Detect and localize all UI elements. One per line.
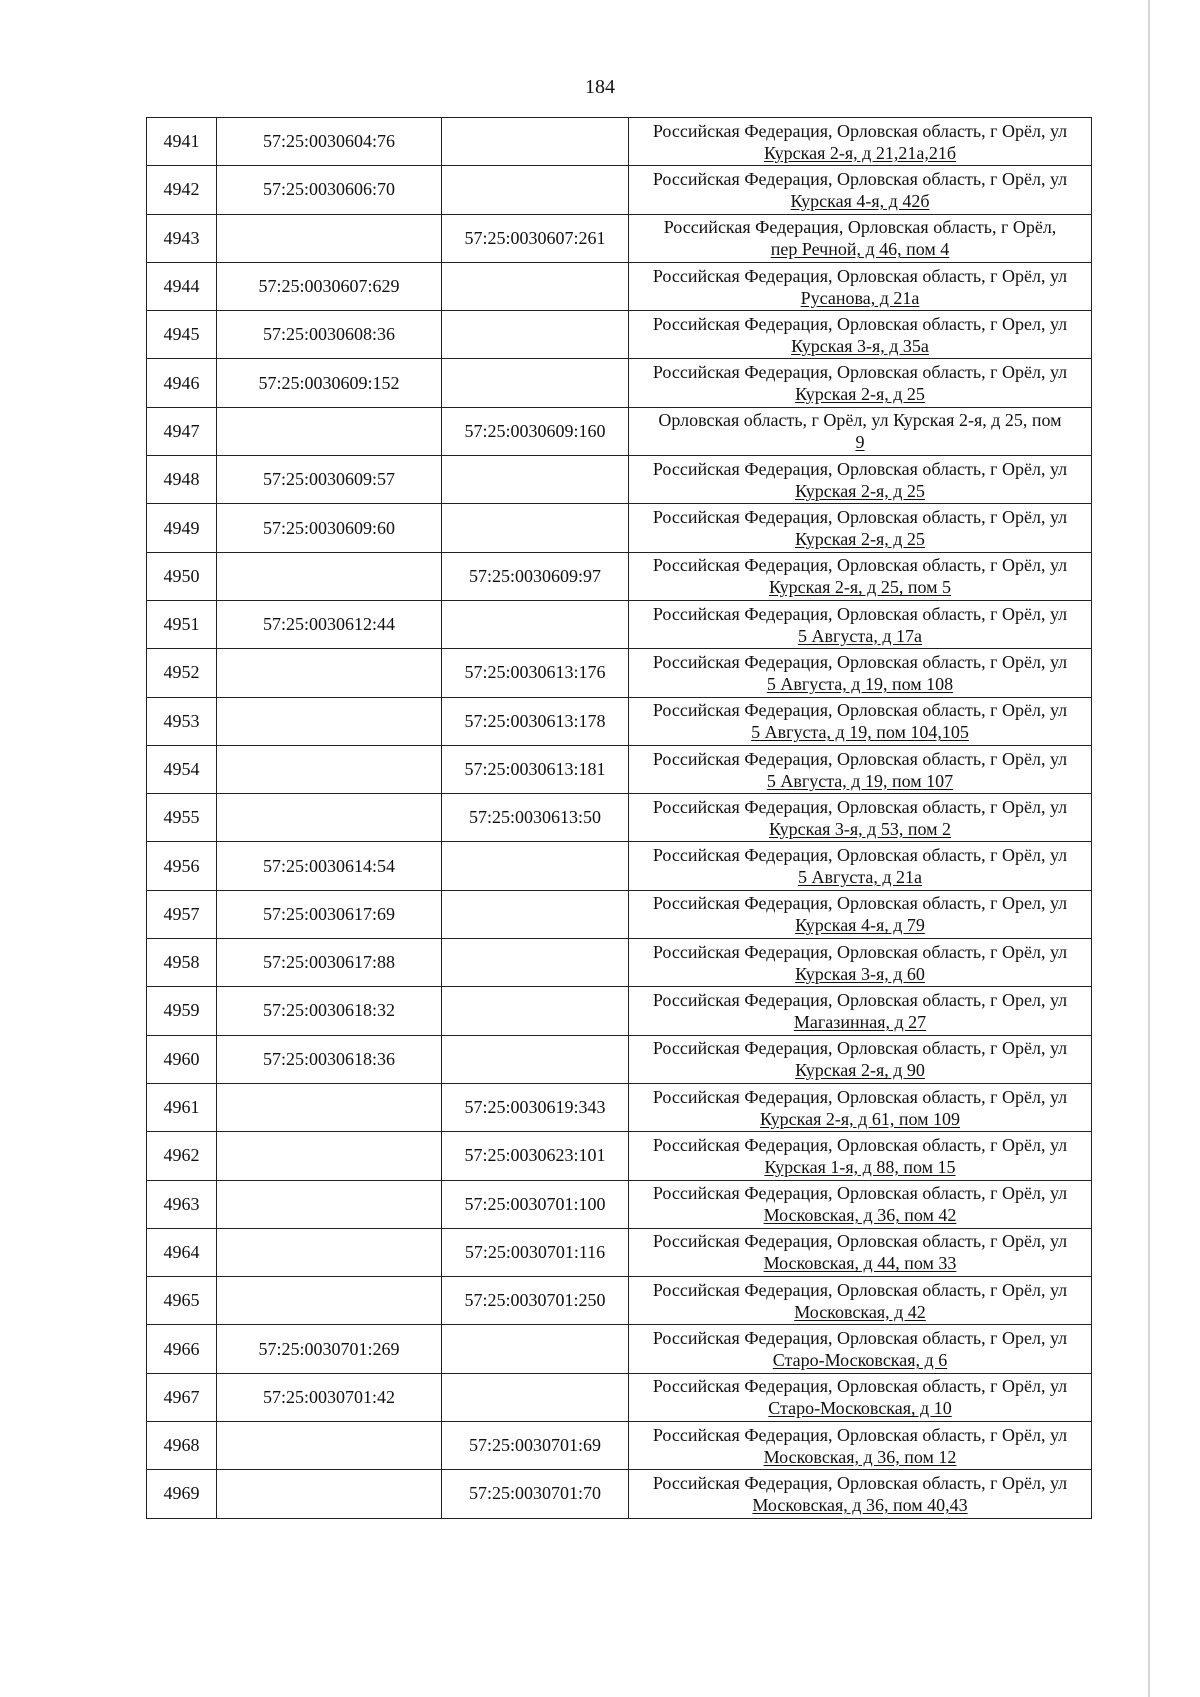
address bbox=[629, 456, 1092, 504]
row-number: 4946 bbox=[147, 359, 217, 407]
cadastral-number-parcel bbox=[217, 1277, 442, 1325]
cadastral-number-premises bbox=[442, 890, 629, 938]
address-line-1: Российская Федерация, Орловская область, г Орёл, ул bbox=[652, 507, 1068, 528]
table-row bbox=[147, 407, 1092, 455]
address bbox=[629, 407, 1092, 455]
address bbox=[629, 1132, 1092, 1180]
cadastral-number-parcel: 57:25:0030617:88 bbox=[217, 939, 442, 987]
address-line-2: Московская, д 36, пом 42 bbox=[763, 1205, 957, 1226]
cadastral-number-premises bbox=[442, 359, 629, 407]
address bbox=[629, 166, 1092, 214]
row-number: 4955 bbox=[147, 794, 217, 842]
cadastral-number-premises bbox=[442, 842, 629, 890]
address-line-2: Курская 2-я, д 25, пом 5 bbox=[769, 577, 951, 598]
row-number: 4963 bbox=[147, 1180, 217, 1228]
row-number: 4959 bbox=[147, 987, 217, 1035]
table-row bbox=[147, 552, 1092, 600]
address bbox=[629, 1083, 1092, 1131]
address-line-2: 5 Августа, д 19, пом 107 bbox=[766, 770, 954, 791]
address-line-2: Курская 4-я, д 42б bbox=[790, 190, 930, 211]
address-line-2: Курская 3-я, д 35а bbox=[791, 335, 929, 356]
table-row bbox=[147, 890, 1092, 938]
cadastral-number-parcel bbox=[217, 1228, 442, 1276]
cadastral-number-premises: 57:25:0030613:176 bbox=[442, 649, 629, 697]
address-line-2: Старо-Московская, д 10 bbox=[768, 1398, 952, 1419]
table-row bbox=[147, 504, 1092, 552]
cadastral-number-parcel bbox=[217, 214, 442, 262]
cadastral-number-parcel: 57:25:0030609:60 bbox=[217, 504, 442, 552]
address-line-2: 5 Августа, д 21а bbox=[797, 867, 923, 888]
address bbox=[629, 1035, 1092, 1083]
cadastral-number-parcel: 57:25:0030618:32 bbox=[217, 987, 442, 1035]
address-line-2: Курская 1-я, д 88, пом 15 bbox=[764, 1156, 956, 1177]
cadastral-number-parcel bbox=[217, 794, 442, 842]
cadastral-number-premises: 57:25:0030607:261 bbox=[442, 214, 629, 262]
address-line-1: Российская Федерация, Орловская область, г Орёл, ул bbox=[652, 1183, 1068, 1204]
cadastral-number-premises: 57:25:0030613:178 bbox=[442, 697, 629, 745]
cadastral-number-premises bbox=[442, 118, 629, 166]
address bbox=[629, 890, 1092, 938]
address-line-2: Курская 4-я, д 79 bbox=[795, 915, 925, 936]
row-number: 4950 bbox=[147, 552, 217, 600]
row-number: 4953 bbox=[147, 697, 217, 745]
row-number: 4945 bbox=[147, 311, 217, 359]
table-row bbox=[147, 118, 1092, 166]
address-line-2: Московская, д 44, пом 33 bbox=[763, 1253, 957, 1274]
address bbox=[629, 359, 1092, 407]
cadastral-number-premises bbox=[442, 1325, 629, 1373]
address bbox=[629, 1470, 1092, 1518]
address-line-1: Российская Федерация, Орловская область, г Орёл, ул bbox=[652, 603, 1068, 624]
row-number: 4947 bbox=[147, 407, 217, 455]
address bbox=[629, 1277, 1092, 1325]
cadastral-number-parcel: 57:25:0030701:269 bbox=[217, 1325, 442, 1373]
cadastral-number-premises: 57:25:0030623:101 bbox=[442, 1132, 629, 1180]
address-line-2: Курская 2-я, д 25 bbox=[795, 480, 925, 501]
address bbox=[629, 552, 1092, 600]
address-line-2: Московская, д 42 bbox=[794, 1301, 926, 1322]
address bbox=[629, 600, 1092, 648]
cadastral-number-parcel bbox=[217, 1422, 442, 1470]
row-number: 4944 bbox=[147, 262, 217, 310]
address-line-2: Курская 2-я, д 21,21а,21б bbox=[764, 142, 956, 163]
address bbox=[629, 842, 1092, 890]
cadastral-number-premises bbox=[442, 504, 629, 552]
address-line-1: Российская Федерация, Орловская область, г Орёл, ул bbox=[652, 748, 1068, 769]
cadastral-number-parcel: 57:25:0030607:629 bbox=[217, 262, 442, 310]
cadastral-number-parcel bbox=[217, 1132, 442, 1180]
row-number: 4958 bbox=[147, 939, 217, 987]
cadastral-number-premises: 57:25:0030613:50 bbox=[442, 794, 629, 842]
address-line-1: Российская Федерация, Орловская область, г Орёл, ул bbox=[652, 700, 1068, 721]
cadastral-number-parcel bbox=[217, 1180, 442, 1228]
table-row bbox=[147, 214, 1092, 262]
row-number: 4967 bbox=[147, 1373, 217, 1421]
cadastral-number-premises bbox=[442, 1035, 629, 1083]
row-number: 4969 bbox=[147, 1470, 217, 1518]
address-line-2: Московская, д 36, пом 12 bbox=[763, 1446, 957, 1467]
address bbox=[629, 311, 1092, 359]
row-number: 4964 bbox=[147, 1228, 217, 1276]
cadastral-number-premises: 57:25:0030701:250 bbox=[442, 1277, 629, 1325]
cadastral-number-parcel: 57:25:0030609:57 bbox=[217, 456, 442, 504]
cadastral-number-premises bbox=[442, 600, 629, 648]
address-line-1: Российская Федерация, Орловская область, г Орёл, ул bbox=[652, 796, 1068, 817]
address-line-2: Курская 2-я, д 61, пом 109 bbox=[760, 1108, 960, 1129]
cadastral-number-parcel bbox=[217, 745, 442, 793]
row-number: 4956 bbox=[147, 842, 217, 890]
table-row bbox=[147, 1422, 1092, 1470]
registry-table bbox=[146, 117, 1092, 1519]
row-number: 4957 bbox=[147, 890, 217, 938]
address-line-1: Российская Федерация, Орловская область, г Орёл, bbox=[663, 217, 1057, 238]
table-row bbox=[147, 262, 1092, 310]
cadastral-number-parcel: 57:25:0030608:36 bbox=[217, 311, 442, 359]
address-line-1: Российская Федерация, Орловская область, г Орёл, ул bbox=[652, 168, 1068, 189]
address-line-1: Российская Федерация, Орловская область, г Орел, ул bbox=[652, 989, 1068, 1010]
row-number: 4951 bbox=[147, 600, 217, 648]
cadastral-number-premises: 57:25:0030701:100 bbox=[442, 1180, 629, 1228]
address bbox=[629, 504, 1092, 552]
address-line-2: Курская 2-я, д 25 bbox=[795, 529, 925, 550]
address-line-1: Российская Федерация, Орловская область, г Орёл, ул bbox=[652, 458, 1068, 479]
table-row bbox=[147, 842, 1092, 890]
address-line-2: 5 Августа, д 17а bbox=[797, 625, 923, 646]
table-row bbox=[147, 1132, 1092, 1180]
address-line-1: Российская Федерация, Орловская область, г Орёл, ул bbox=[652, 120, 1068, 141]
address-line-1: Российская Федерация, Орловская область, г Орёл, ул bbox=[652, 1424, 1068, 1445]
address-line-2: 9 bbox=[855, 432, 865, 453]
table-row bbox=[147, 1180, 1092, 1228]
cadastral-number-premises: 57:25:0030613:181 bbox=[442, 745, 629, 793]
address bbox=[629, 1228, 1092, 1276]
table-row bbox=[147, 1470, 1092, 1518]
address bbox=[629, 794, 1092, 842]
cadastral-number-parcel bbox=[217, 1470, 442, 1518]
address-line-1: Российская Федерация, Орловская область, г Орёл, ул bbox=[652, 1038, 1068, 1059]
cadastral-number-premises: 57:25:0030701:69 bbox=[442, 1422, 629, 1470]
cadastral-number-parcel: 57:25:0030609:152 bbox=[217, 359, 442, 407]
address bbox=[629, 649, 1092, 697]
cadastral-number-parcel: 57:25:0030701:42 bbox=[217, 1373, 442, 1421]
table-row bbox=[147, 1083, 1092, 1131]
address-line-1: Российская Федерация, Орловская область, г Орёл, ул bbox=[652, 651, 1068, 672]
address-line-1: Российская Федерация, Орловская область, г Орёл, ул bbox=[652, 1134, 1068, 1155]
row-number: 4968 bbox=[147, 1422, 217, 1470]
address bbox=[629, 262, 1092, 310]
table-row bbox=[147, 1228, 1092, 1276]
registry-table-body bbox=[147, 118, 1092, 1519]
address bbox=[629, 1422, 1092, 1470]
table-row bbox=[147, 1325, 1092, 1373]
table-row bbox=[147, 1373, 1092, 1421]
address bbox=[629, 118, 1092, 166]
address-line-1: Российская Федерация, Орловская область, г Орёл, ул bbox=[652, 1231, 1068, 1252]
table-row bbox=[147, 794, 1092, 842]
cadastral-number-parcel: 57:25:0030618:36 bbox=[217, 1035, 442, 1083]
address bbox=[629, 939, 1092, 987]
row-number: 4954 bbox=[147, 745, 217, 793]
table-row bbox=[147, 745, 1092, 793]
cadastral-number-premises bbox=[442, 939, 629, 987]
table-row bbox=[147, 359, 1092, 407]
address-line-1: Российская Федерация, Орловская область, г Орёл, ул bbox=[652, 1472, 1068, 1493]
table-row bbox=[147, 649, 1092, 697]
row-number: 4960 bbox=[147, 1035, 217, 1083]
address bbox=[629, 987, 1092, 1035]
address-line-2: пер Речной, д 46, пом 4 bbox=[770, 239, 950, 260]
address-line-2: Московская, д 36, пом 40,43 bbox=[752, 1494, 968, 1515]
cadastral-number-premises bbox=[442, 262, 629, 310]
address-line-1: Российская Федерация, Орловская область, г Орёл, ул bbox=[652, 555, 1068, 576]
table-row bbox=[147, 1277, 1092, 1325]
row-number: 4952 bbox=[147, 649, 217, 697]
table-row bbox=[147, 456, 1092, 504]
address-line-1: Российская Федерация, Орловская область, г Орёл, ул bbox=[652, 1376, 1068, 1397]
address-line-1: Российская Федерация, Орловская область, г Орел, ул bbox=[652, 893, 1068, 914]
table-row bbox=[147, 166, 1092, 214]
address bbox=[629, 214, 1092, 262]
cadastral-number-premises bbox=[442, 311, 629, 359]
table-row bbox=[147, 600, 1092, 648]
cadastral-number-premises: 57:25:0030701:116 bbox=[442, 1228, 629, 1276]
address-line-1: Российская Федерация, Орловская область, г Орёл, ул bbox=[652, 845, 1068, 866]
address-line-1: Российская Федерация, Орловская область, г Орёл, ул bbox=[652, 1086, 1068, 1107]
cadastral-number-premises: 57:25:0030609:160 bbox=[442, 407, 629, 455]
address-line-2: Старо-Московская, д 6 bbox=[772, 1350, 948, 1371]
cadastral-number-parcel bbox=[217, 407, 442, 455]
row-number: 4966 bbox=[147, 1325, 217, 1373]
scan-edge bbox=[1148, 0, 1150, 1697]
address-line-2: Курская 3-я, д 60 bbox=[795, 963, 925, 984]
cadastral-number-parcel: 57:25:0030612:44 bbox=[217, 600, 442, 648]
cadastral-number-premises bbox=[442, 456, 629, 504]
cadastral-number-parcel: 57:25:0030604:76 bbox=[217, 118, 442, 166]
row-number: 4943 bbox=[147, 214, 217, 262]
address bbox=[629, 1180, 1092, 1228]
address-line-2: 5 Августа, д 19, пом 104,105 bbox=[751, 722, 969, 743]
row-number: 4949 bbox=[147, 504, 217, 552]
cadastral-number-parcel bbox=[217, 1083, 442, 1131]
address-line-1: Российская Федерация, Орловская область, г Орел, ул bbox=[652, 1328, 1068, 1349]
cadastral-number-parcel: 57:25:0030617:69 bbox=[217, 890, 442, 938]
cadastral-number-parcel bbox=[217, 552, 442, 600]
cadastral-number-premises bbox=[442, 1373, 629, 1421]
table-row bbox=[147, 939, 1092, 987]
row-number: 4961 bbox=[147, 1083, 217, 1131]
address-line-1: Российская Федерация, Орловская область, г Орёл, ул bbox=[652, 362, 1068, 383]
address-line-1: Российская Федерация, Орловская область, г Орёл, ул bbox=[652, 941, 1068, 962]
row-number: 4942 bbox=[147, 166, 217, 214]
cadastral-number-premises: 57:25:0030701:70 bbox=[442, 1470, 629, 1518]
row-number: 4948 bbox=[147, 456, 217, 504]
address-line-1: Российская Федерация, Орловская область, г Орёл, ул bbox=[652, 1279, 1068, 1300]
cadastral-number-premises bbox=[442, 987, 629, 1035]
table-row bbox=[147, 1035, 1092, 1083]
cadastral-number-premises: 57:25:0030619:343 bbox=[442, 1083, 629, 1131]
page-number: 184 bbox=[585, 76, 615, 98]
cadastral-number-premises bbox=[442, 166, 629, 214]
address-line-2: Магазинная, д 27 bbox=[793, 1011, 927, 1032]
cadastral-number-premises: 57:25:0030609:97 bbox=[442, 552, 629, 600]
address-line-1: Российская Федерация, Орловская область, г Орёл, ул bbox=[652, 265, 1068, 286]
table-row bbox=[147, 697, 1092, 745]
cadastral-number-parcel: 57:25:0030606:70 bbox=[217, 166, 442, 214]
address-line-1: Орловская область, г Орёл, ул Курская 2-я, д 25, пом bbox=[658, 410, 1062, 431]
address-line-1: Российская Федерация, Орловская область, г Орел, ул bbox=[652, 313, 1068, 334]
row-number: 4962 bbox=[147, 1132, 217, 1180]
address-line-2: Русанова, д 21а bbox=[800, 287, 920, 308]
address bbox=[629, 745, 1092, 793]
address-line-2: Курская 2-я, д 90 bbox=[795, 1060, 925, 1081]
address-line-2: Курская 2-я, д 25 bbox=[795, 384, 925, 405]
cadastral-number-parcel bbox=[217, 649, 442, 697]
cadastral-number-parcel: 57:25:0030614:54 bbox=[217, 842, 442, 890]
address-line-2: Курская 3-я, д 53, пом 2 bbox=[769, 818, 951, 839]
address-line-2: 5 Августа, д 19, пом 108 bbox=[766, 673, 954, 694]
table-row bbox=[147, 987, 1092, 1035]
cadastral-number-parcel bbox=[217, 697, 442, 745]
row-number: 4965 bbox=[147, 1277, 217, 1325]
address bbox=[629, 697, 1092, 745]
row-number: 4941 bbox=[147, 118, 217, 166]
table-row bbox=[147, 311, 1092, 359]
address bbox=[629, 1373, 1092, 1421]
address bbox=[629, 1325, 1092, 1373]
